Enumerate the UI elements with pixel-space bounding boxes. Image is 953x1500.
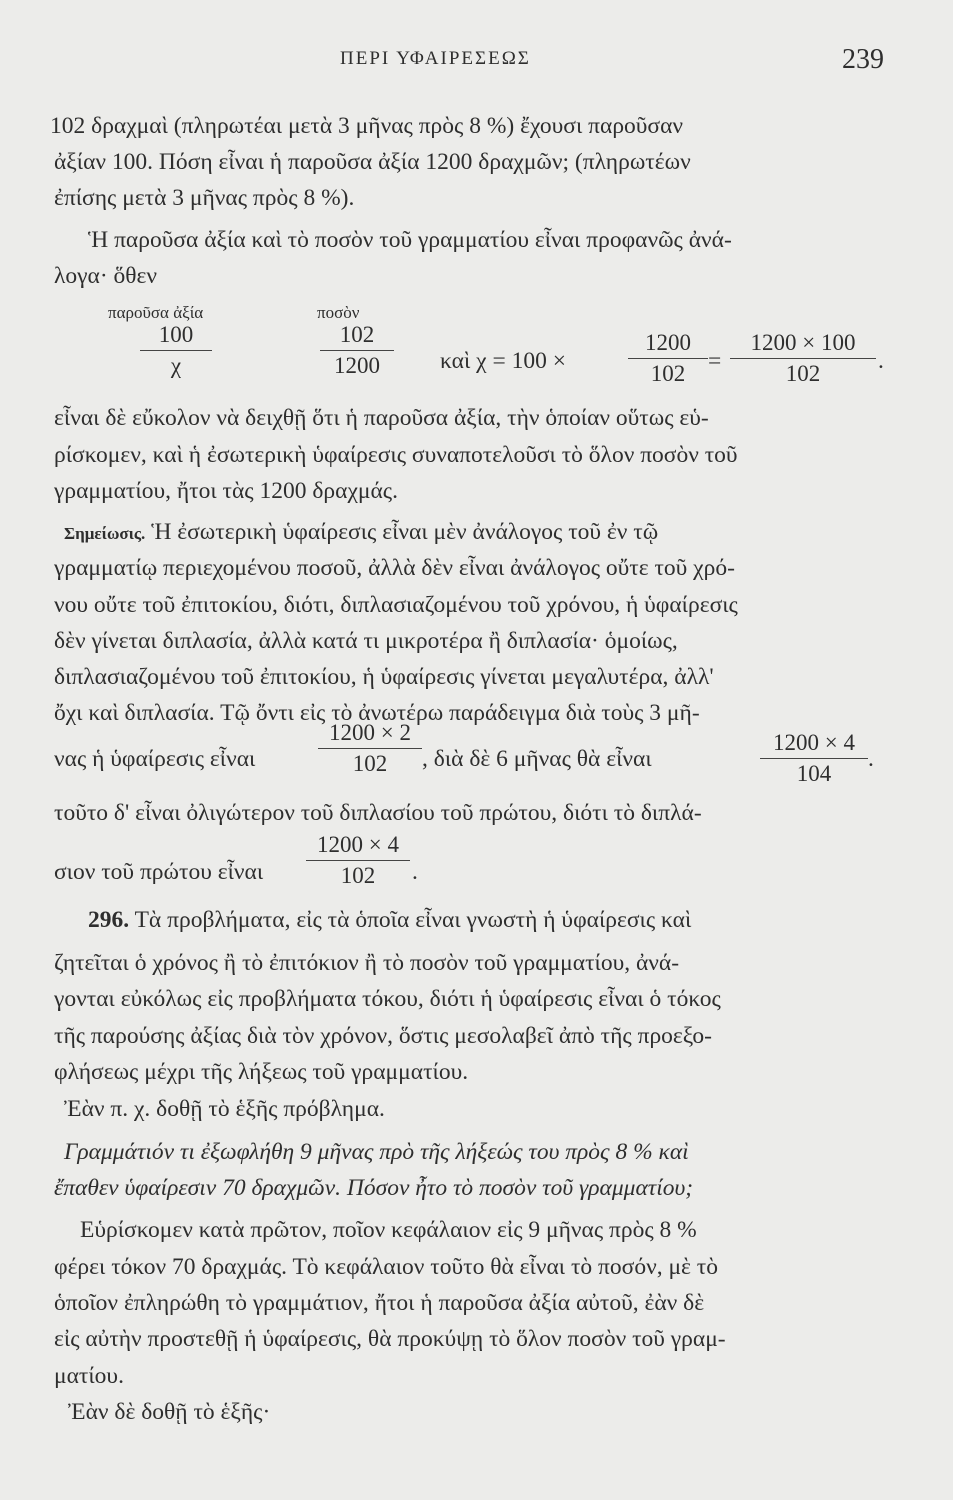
text-line: γραμματίῳ περιεχομένου ποσοῦ, ἀλλὰ δὲν εἶναι ἀνάλογος οὔτε τοῦ χρό- [54, 555, 735, 581]
text-line: γραμματίου, ἤτοι τὰς 1200 δραχμάς. [54, 478, 398, 504]
column-heading: ποσὸν [317, 303, 360, 322]
text-line: φέρει τόκον 70 δραχμάς. Τὸ κεφάλαιον τοῦτο θὰ εἶναι τὸ ποσόν, μὲ τὸ [54, 1254, 718, 1280]
denominator: 1200 [334, 353, 380, 378]
section-number: 296. [88, 907, 130, 933]
text-line: δὲν γίνεται διπλασία, ἀλλὰ κατά τι μικροτέρα ἢ διπλασία· ὁμοίως, [54, 628, 678, 654]
running-title: ΠΕΡΙ ΥΦΑΙΡΕΣΕΩΣ [340, 48, 531, 69]
text-line: ζητεῖται ὁ χρόνος ἢ τὸ ἐπιτόκιον ἢ τὸ ποσὸν τοῦ γραμματίου, ἀνά- [54, 950, 680, 976]
denominator: 102 [785, 361, 821, 386]
page-header [0, 44, 953, 84]
text-line: εἰς αὐτὴν προστεθῇ ἡ ὑφαίρεσις, θὰ προκύψῃ τὸ ὅλον ποσὸν τοῦ γραμ- [54, 1326, 726, 1352]
fraction [730, 330, 876, 387]
text-line: γονται εὐκόλως εἰς προβλήματα τόκου, διότι ἡ ὑφαίρεσις εἶναι ὁ τόκος [54, 986, 721, 1012]
fraction [140, 322, 212, 379]
column-heading: παροῦσα ἀξία [108, 303, 204, 322]
text-line: ὁποῖον ἐπληρώθη τὸ γραμμάτιον, ἤτοι ἡ παροῦσα ἀξία αὐτοῦ, ἐὰν δὲ [54, 1290, 705, 1316]
denominator: 104 [796, 761, 832, 786]
denominator: χ [170, 353, 182, 378]
text-line: σιον τοῦ πρώτου εἶναι [54, 859, 264, 885]
period: . [878, 348, 884, 374]
fraction-bar [760, 758, 868, 759]
numerator: 1200 [645, 330, 691, 355]
text-line: ρίσκομεν, καὶ ἡ ἐσωτερικὴ ὑφαίρεσις συναποτελοῦσι τὸ ὅλον ποσὸν τοῦ [54, 442, 738, 468]
equation-text: καὶ χ = 100 × [440, 348, 566, 374]
text-line: , διὰ δὲ 6 μῆνας θὰ εἶναι [422, 746, 652, 772]
denominator: 102 [340, 863, 376, 888]
text-line: 102 δραχμαὶ (πληρωτέαι μετὰ 3 μῆνας πρὸς 8 %) ἔχουσι παροῦσαν [50, 113, 684, 139]
text-line: ὄχι καὶ διπλασία. Τῷ ὄντι εἰς τὸ ἀνωτέρω παράδειγμα διὰ τοὺς 3 μῆ- [54, 700, 700, 726]
denominator: 102 [352, 751, 388, 776]
text-line: Ἡ παροῦσα ἀξία καὶ τὸ ποσὸν τοῦ γραμματίου εἶναι προφανῶς ἀνά- [88, 227, 732, 253]
text-line: ματίου. [54, 1363, 124, 1389]
fraction [306, 832, 410, 889]
numerator: 1200 × 4 [773, 730, 855, 755]
text-line: λογα· ὅθεν [54, 263, 158, 289]
text-line: τῆς παρούσης ἀξίας διὰ τὸν χρόνον, ὅστις μεσολαβεῖ ἀπὸ τῆς προεξο- [54, 1023, 712, 1049]
text-line: εἶναι δὲ εὔκολον νὰ δειχθῇ ὅτι ἡ παροῦσα ἀξία, τὴν ὁποίαν οὕτως εὑ- [54, 405, 709, 431]
fraction [628, 330, 708, 387]
problem-text: Γραμμάτιόν τι ἐξωφλήθη 9 μῆνας πρὸ τῆς λήξεώς του πρὸς 8 % καὶ [64, 1139, 689, 1165]
text-line: φλήσεως μέχρι τῆς λήξεως τοῦ γραμματίου. [54, 1059, 469, 1085]
text-line: νου οὔτε τοῦ ἐπιτοκίου, διότι, διπλασιαζομένου τοῦ χρόνου, ἡ ὑφαίρεσις [54, 592, 738, 618]
equals-sign: = [708, 348, 722, 374]
fraction-bar [318, 748, 422, 749]
note-label: Σημείωσις. [64, 524, 146, 543]
text-line: Ἐὰν π. χ. δοθῇ τὸ ἑξῆς πρόβλημα. [64, 1096, 385, 1122]
problem-text: ἔπαθεν ὑφαίρεσιν 70 δραχμῶν. Πόσον ἦτο τὸ ποσὸν τοῦ γραμματίου; [54, 1175, 694, 1201]
period: . [412, 859, 418, 885]
fraction [320, 322, 394, 379]
fraction-bar [140, 350, 212, 351]
fraction-bar [730, 358, 876, 359]
text-line: Εὑρίσκομεν κατὰ πρῶτον, ποῖον κεφάλαιον εἰς 9 μῆνας πρὸς 8 % [80, 1217, 697, 1243]
fraction-bar [320, 350, 394, 351]
numerator: 1200 × 4 [317, 832, 399, 857]
fraction [318, 720, 422, 777]
text-line: νας ἡ ὑφαίρεσις εἶναι [54, 746, 256, 772]
page-number: 239 [842, 44, 884, 75]
text-line: ἐπίσης μετὰ 3 μῆνας πρὸς 8 %). [54, 185, 355, 211]
text-line: Ἐὰν δὲ δοθῇ τὸ ἑξῆς· [68, 1399, 271, 1425]
text-line [88, 905, 691, 935]
section-text: Τὰ προβλήματα, εἰς τὰ ὁποῖα εἶναι γνωστὴ ἡ ὑφαίρεσις καὶ [134, 907, 692, 933]
period: . [868, 746, 874, 772]
numerator: 1200 × 100 [750, 330, 856, 355]
denominator: 102 [650, 361, 686, 386]
fraction [760, 730, 868, 787]
text-line: ἀξίαν 100. Πόση εἶναι ἡ παροῦσα ἀξία 1200 δραχμῶν; (πληρωτέων [54, 149, 691, 175]
numerator: 100 [158, 322, 194, 347]
fraction-bar [628, 358, 708, 359]
text-line: τοῦτο δ' εἶναι ὀλιγώτερον τοῦ διπλασίου τοῦ πρώτου, διότι τὸ διπλά- [54, 800, 702, 826]
numerator: 102 [339, 322, 375, 347]
numerator: 1200 × 2 [329, 720, 411, 745]
text-line [64, 517, 658, 549]
note-text: Ἡ ἐσωτερικὴ ὑφαίρεσις εἶναι μὲν ἀνάλογος τοῦ ἐν τῷ [151, 519, 659, 545]
text-line: διπλασιαζομένου τοῦ ἐπιτοκίου, ἡ ὑφαίρεσις γίνεται μεγαλυτέρα, ἀλλ' [54, 664, 714, 690]
fraction-bar [306, 860, 410, 861]
